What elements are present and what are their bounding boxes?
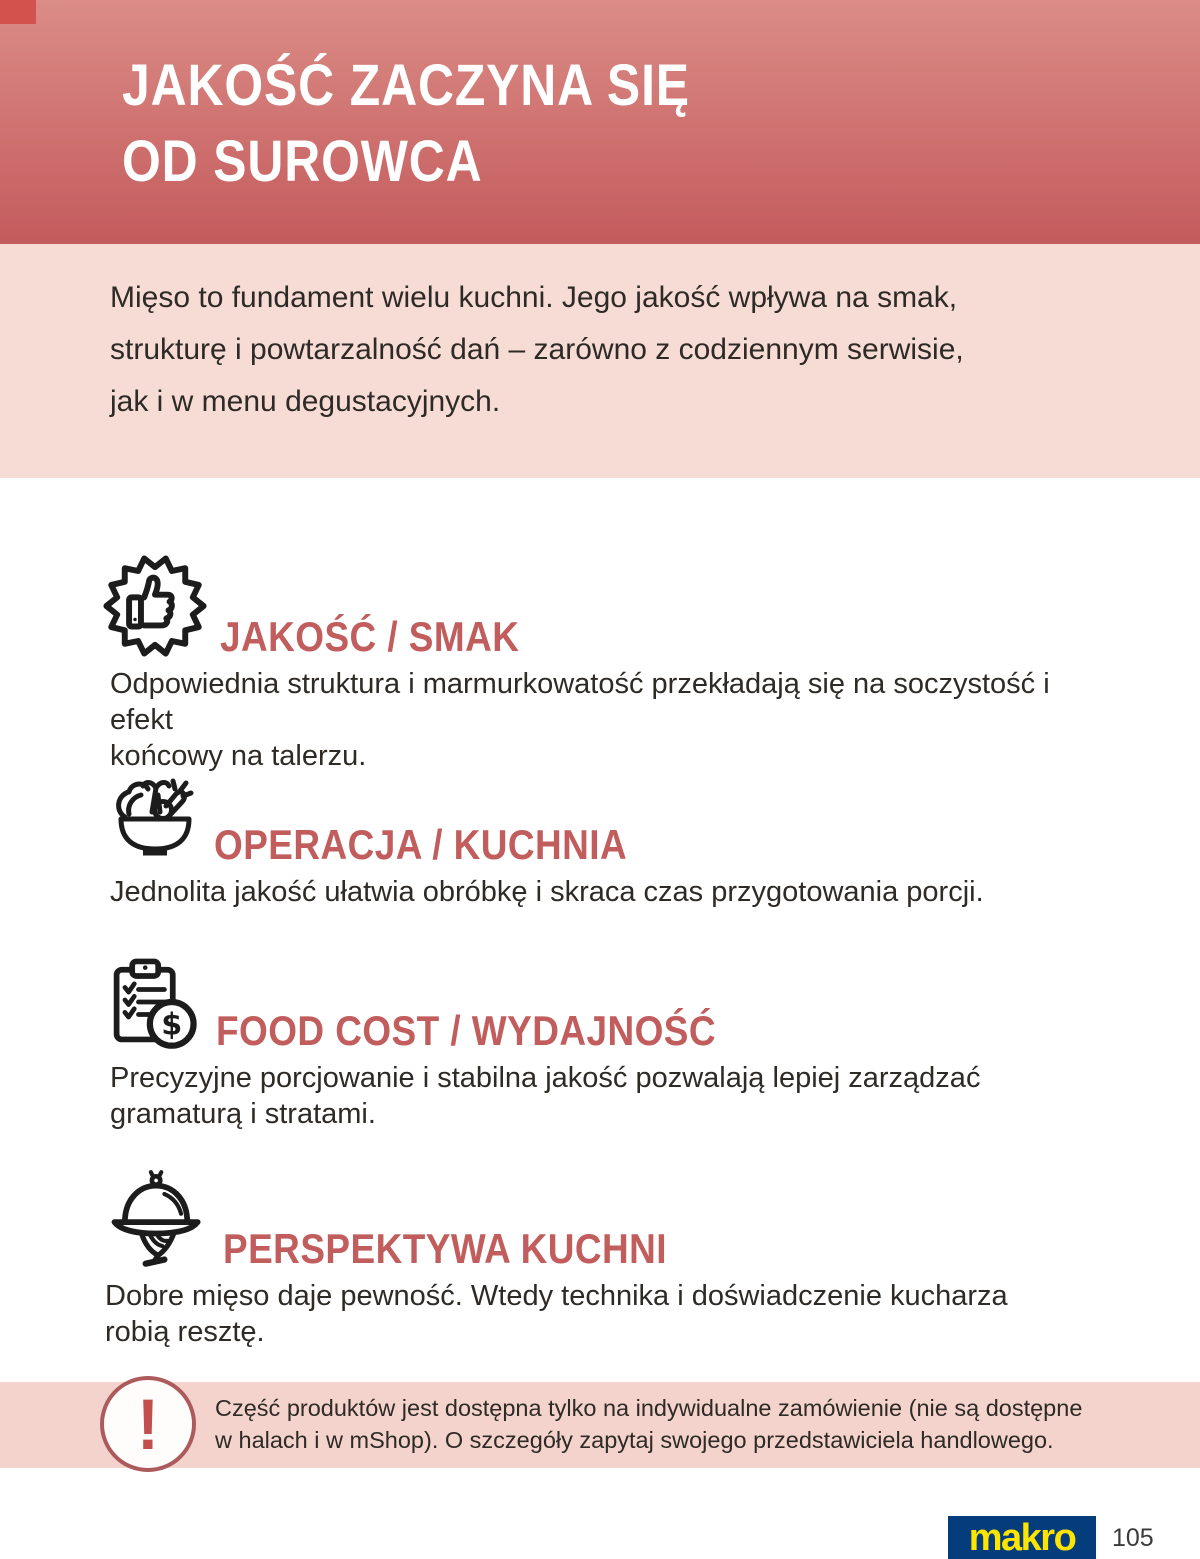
exclamation-glyph: ! xyxy=(137,1384,159,1464)
page-title-line1: JAKOŚĆ ZACZYNA SIĘ xyxy=(122,53,690,118)
feature-body-line: końcowy na talerzu. xyxy=(110,740,367,772)
feature-body-line: robią resztę. xyxy=(105,1316,265,1348)
page-number: 105 xyxy=(1112,1524,1154,1552)
feature-title: PERSPEKTYWA KUCHNI xyxy=(223,1225,667,1272)
notice-line: w halach i w mShop). O szczegóły zapytaj swojego przedstawiciela handlowego. xyxy=(215,1427,1054,1453)
intro-line: jak i w menu degustacyjnych. xyxy=(110,385,501,418)
svg-text:$: $ xyxy=(161,1007,183,1043)
feature-title: JAKOŚĆ / SMAK xyxy=(220,613,520,660)
feature-title: FOOD COST / WYDAJNOŚĆ xyxy=(216,1007,717,1054)
feature-operation-kitchen xyxy=(100,768,1110,910)
feature-title: OPERACJA / KUCHNIA xyxy=(214,821,628,868)
notice-text xyxy=(215,1392,1082,1456)
intro-line: Mięso to fundament wielu kuchni. Jego jakość wpływa na smak, xyxy=(110,281,958,314)
corner-accent xyxy=(0,0,36,24)
feature-body-line: Dobre mięso daje pewność. Wtedy technika i doświadczenie kucharza xyxy=(105,1280,1008,1312)
feature-body xyxy=(100,666,1110,774)
feature-body-line: gramaturą i stratami. xyxy=(110,1098,376,1130)
feature-body-line: Jednolita jakość ułatwia obróbkę i skraca czas przygotowania porcji. xyxy=(110,876,984,908)
feature-food-cost xyxy=(100,950,1110,1132)
exclamation-icon xyxy=(100,1376,196,1472)
notice-line: Część produktów jest dostępna tylko na indywidualne zamówienie (nie są dostępne xyxy=(215,1395,1083,1421)
page-header xyxy=(0,0,1200,244)
thumbs-up-badge-icon xyxy=(100,552,210,660)
intro-text xyxy=(110,272,964,428)
cloche-hand-icon xyxy=(95,1168,213,1272)
feature-body xyxy=(95,1278,1105,1350)
salad-bowl-icon xyxy=(100,768,204,868)
intro-line: strukturę i powtarzalność dań – zarówno z codziennym serwisie, xyxy=(110,333,964,366)
feature-body xyxy=(100,874,1110,910)
clipboard-dollar-icon xyxy=(100,950,206,1054)
feature-body-line: Odpowiednia struktura i marmurkowatość przekładają się na soczystość i efekt xyxy=(110,668,1050,736)
makro-logo xyxy=(948,1516,1096,1559)
intro-block xyxy=(0,244,1200,478)
makro-logo-text: makro xyxy=(968,1517,1076,1559)
feature-body-line: Precyzyjne porcjowanie i stabilna jakość pozwalają lepiej zarządzać xyxy=(110,1062,981,1094)
page-title-line2: OD SUROWCA xyxy=(122,129,483,194)
feature-quality-taste xyxy=(100,552,1110,774)
feature-kitchen-perspective xyxy=(95,1168,1105,1350)
page-title xyxy=(122,48,690,200)
feature-body xyxy=(100,1060,1110,1132)
